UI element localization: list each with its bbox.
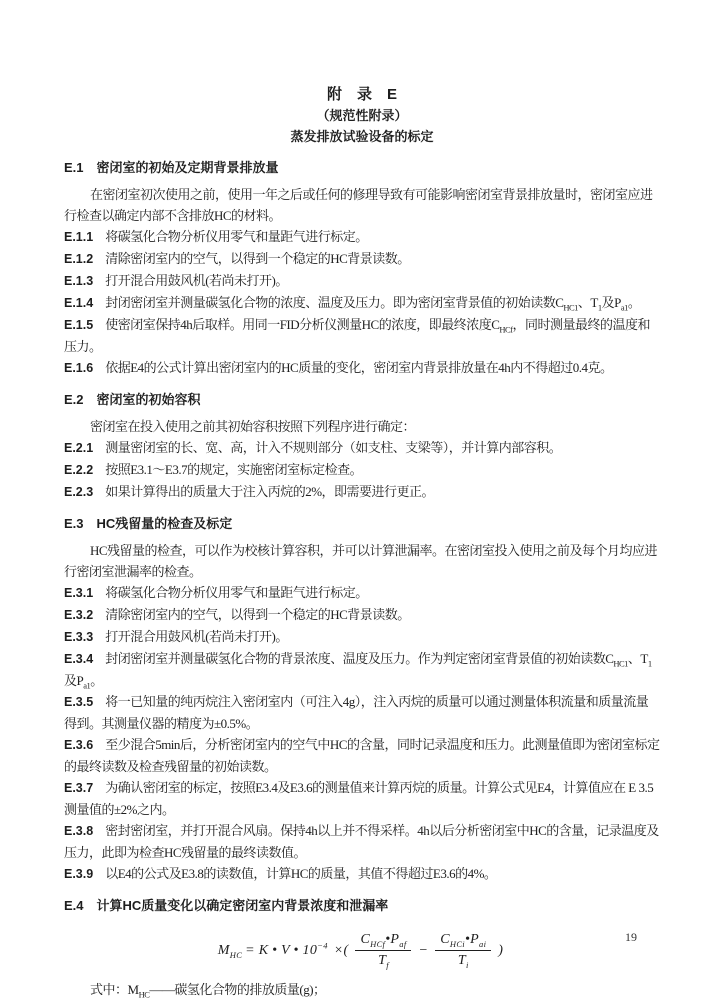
clause-text: 为确认密闭室的标定，按照E3.4及E3.6的测量值来计算丙烷的质量。计算公式见E4，计算值应在 E 3.5测量值的±2%之内。 [64, 780, 654, 817]
clause-text: 按照E3.1～E3.7的规定，实施密闭室标定检查。 [105, 462, 363, 477]
clause-text: 、T [577, 295, 598, 310]
appendix-title: 附 录 E [326, 86, 397, 103]
clause-label: E.3.7 [64, 781, 94, 795]
clause-e2-3 [64, 481, 660, 503]
clause-text: 清除密闭室内的空气，以得到一个稳定的HC背景读数。 [105, 607, 410, 622]
clause-label: E.1.1 [64, 230, 94, 244]
clause-e2-intro: 密闭室在投入使用之前其初始容积按照下列程序进行确定： [90, 419, 416, 434]
clause-label: E.3.1 [64, 586, 94, 600]
clause-e3-6 [64, 734, 660, 777]
clause-text: 封闭密闭室并测量碳氢化合物的背景浓度、温度及压力。作为判定密闭室背景值的初始读数C [105, 651, 614, 666]
clause-e1-6 [64, 357, 660, 379]
formula-minus: − [418, 942, 429, 958]
clause-e3-9 [64, 863, 660, 885]
fraction-numerator: $C_{HCf}•P_{af}$ [355, 932, 411, 951]
heading-label: E.4 [64, 898, 84, 913]
clause-text: 将碳氢化合物分析仪用零气和量距气进行标定。 [105, 229, 368, 244]
clause-label: E.3.3 [64, 630, 94, 644]
clause-e1-1 [64, 226, 660, 248]
section-e2 [64, 389, 660, 503]
clause-text: 、T [627, 651, 648, 666]
clause-label: E.3.9 [64, 867, 94, 881]
clause-label: E.1.6 [64, 361, 94, 375]
clause-label: E.1.2 [64, 252, 94, 266]
heading-text: HC残留量的检查及标定 [96, 516, 233, 531]
appendix-doc-title: 蒸发排放试验设备的标定 [290, 129, 434, 144]
section-heading-e1 [64, 157, 660, 178]
heading-label: E.3 [64, 516, 84, 531]
clause-label: E.1.5 [64, 318, 94, 332]
appendix-subtitle: （规范性附录） [316, 108, 408, 123]
section-heading-e4 [64, 895, 660, 916]
clause-label: E.2.2 [64, 463, 94, 477]
subscript: HCf [499, 324, 513, 335]
clause-label: E.3.8 [64, 824, 94, 838]
page-content [64, 84, 660, 1000]
clause-text: 将碳氢化合物分析仪用零气和量距气进行标定。 [105, 585, 368, 600]
subscript: HC [229, 949, 243, 960]
heading-text: 计算HC质量变化以确定密闭室内背景浓度和泄漏率 [96, 898, 389, 913]
clause-e1-5 [64, 314, 660, 357]
heading-text: 密闭室的初始及定期背景排放量 [96, 160, 279, 175]
clause-text: 打开混合用鼓风机(若尚未打开)。 [105, 629, 288, 644]
clause-text: 。 [627, 295, 641, 310]
subscript: a1 [620, 302, 628, 313]
clause-e2-2 [64, 459, 660, 481]
clause-label: E.1.4 [64, 296, 94, 310]
section-heading-e2 [64, 389, 660, 410]
clause-e1-intro: 在密闭室初次使用之前，使用一年之后或任何的修理导致有可能影响密闭室背景排放量时，密闭室应进行检查以确定内部不含排放HC的材料。 [64, 187, 653, 223]
formula-times: ×( [333, 942, 349, 958]
clause-text: 及P [601, 295, 621, 310]
subscript: a1 [83, 680, 91, 691]
formula-mhc [64, 932, 660, 969]
fraction-numerator: $C_{HCi}•P_{ai}$ [435, 932, 491, 951]
clause-label: E.3.2 [64, 608, 94, 622]
formula-lhs: $M_{HC}$ [217, 942, 243, 960]
clause-text: 封闭密闭室并测量碳氢化合物的浓度、温度及压力。即为密闭室背景值的初始读数C [105, 295, 564, 310]
clause-text: 至少混合5min后，分析密闭室内的空气中HC的含量，同时记录温度和压力。此测量值即为密闭室标定的最终读数及检查残留量的初始读数。 [64, 737, 660, 774]
clause-label: E.2.1 [64, 441, 94, 455]
heading-label: E.2 [64, 392, 84, 407]
fraction [435, 932, 491, 969]
section-e1 [64, 157, 660, 379]
clause-text: 密封密闭室，并打开混合风扇。保持4h以上并不得采样。4h以后分析密闭室中HC的含量，记录温度及压力，此即为检查HC残留量的最终读数值。 [64, 823, 659, 860]
clause-text: 及P [64, 673, 84, 688]
clause-label: E.2.3 [64, 485, 94, 499]
formula-close-paren: ) [498, 942, 504, 958]
fraction-denominator: $T_f$ [378, 953, 389, 970]
clause-text: 如果计算得出的质量大于注入丙烷的2%，即需要进行更正。 [105, 484, 435, 499]
clause-e3-8 [64, 820, 660, 863]
subscript: 1 [597, 302, 602, 313]
clause-text: 测量密闭室的长、宽、高，计入不规则部分（如支柱、支梁等），并计算内部容积。 [105, 440, 562, 455]
subscript: 1 [647, 658, 652, 669]
clause-text: 将一已知量的纯丙烷注入密闭室内（可注入4g），注入丙烷的质量可以通过测量体积流量和质量流量得到。其测量仪器的精度为±0.5%。 [64, 694, 649, 731]
clause-e1-3 [64, 270, 660, 292]
clause-label: E.3.6 [64, 738, 94, 752]
fraction [355, 932, 411, 969]
clause-text: 以E4的公式及E3.8的读数值，计算HC的质量，其值不得超过E3.6的4%。 [105, 866, 497, 881]
clause-e3-7 [64, 777, 660, 820]
clause-label: E.3.4 [64, 652, 94, 666]
clause-text: 清除密闭室内的空气，以得到一个稳定的HC背景读数。 [105, 251, 410, 266]
clause-e2-1 [64, 437, 660, 459]
clause-text: ，同时测量最终的温度和压力。 [64, 317, 651, 354]
clause-label: E.3.5 [64, 695, 94, 709]
clause-e3-5 [64, 691, 660, 734]
clause-text: 。 [90, 673, 103, 688]
heading-label: E.1 [64, 160, 84, 175]
clause-text: 使密闭室保持4h后取样。用同一FID分析仪测量HC的浓度，即最终浓度C [105, 317, 500, 332]
superscript: −4 [317, 939, 328, 950]
clause-e3-1 [64, 582, 660, 604]
section-heading-e3 [64, 513, 660, 534]
section-e3 [64, 513, 660, 885]
clause-e3-3 [64, 626, 660, 648]
clause-text: 打开混合用鼓风机(若尚未打开)。 [105, 273, 288, 288]
clause-e3-2 [64, 604, 660, 626]
clause-e1-2 [64, 248, 660, 270]
clause-e1-4 [64, 292, 660, 314]
page-number: 19 [625, 930, 637, 944]
clause-text: 依据E4的公式计算出密闭室内的HC质量的变化，密闭室内背景排放量在4h内不得超过0.4克。 [105, 360, 613, 375]
formula-body: = K • V • $10^{-4}$ [245, 939, 328, 958]
clause-label: E.1.3 [64, 274, 94, 288]
subscript: HC1 [613, 658, 628, 669]
heading-text: 密闭室的初始容积 [96, 392, 201, 407]
formula-legend: 式中：$M_{HC}——$碳氢化合物的排放质量(g)； [90, 982, 326, 1000]
subscript: HC1 [563, 302, 578, 313]
fraction-denominator: $T_i$ [457, 953, 469, 970]
subscript: HC [138, 989, 150, 1000]
section-e4 [64, 895, 660, 1000]
clause-e3-4 [64, 648, 660, 691]
clause-e3-intro: HC残留量的检查，可以作为校核计算容积，并可以计算泄漏率。在密闭室投入使用之前及每个月均应进行密闭室泄漏率的检查。 [64, 543, 658, 579]
